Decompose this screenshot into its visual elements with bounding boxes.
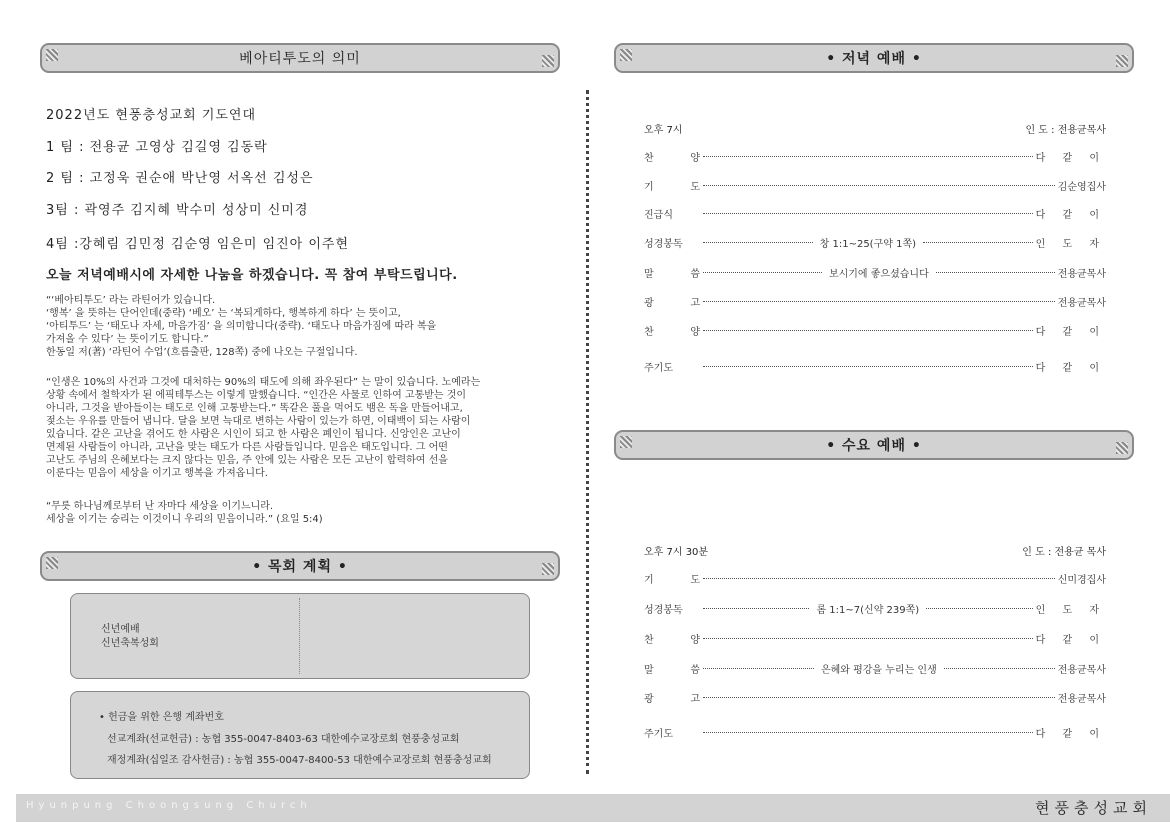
row-person: 다 같 이: [1035, 152, 1106, 164]
row-label: 찬 양: [644, 634, 700, 646]
dot-leader: [703, 213, 1033, 214]
row-person: 전용균목사: [1057, 664, 1107, 676]
row-label: 말 씀: [644, 268, 700, 280]
row-label: 광 고: [644, 297, 700, 309]
dot-leader: [703, 242, 813, 243]
wednesday-order-row: [644, 660, 1106, 676]
scripture-paragraph: [46, 500, 323, 526]
text-line: ‘행복’ 을 뜻하는 단어인데(중략) ‘베오’ 는 ‘복되게하다, 행복하게 하다’ 는 뜻이고,: [46, 308, 401, 319]
row-content: 롬 1:1~7(신약 239쪽): [816, 604, 920, 616]
text-line: 있습니다. 같은 고난을 겪어도 한 사람은 시인이 되고 한 사람은 폐인이 됩니다. 신앙인은 고난이: [46, 429, 461, 440]
text-line: 고난도 주님의 은혜보다는 크지 않다는 믿음, 주 안에 있는 사람은 모든 고난이 합력하여 선을: [46, 455, 448, 466]
corner-pattern-icon: [542, 563, 554, 575]
row-content: 보시기에 좋으셨습니다: [828, 268, 929, 280]
text-line: 한동일 저(著) ‘라틴어 수업’(흐름출판, 128쪽) 중에 나오는 구절입니다.: [46, 347, 358, 358]
evening-order-row: [644, 358, 1106, 374]
footer-bar: [16, 794, 1170, 822]
row-person: 신미경집사: [1057, 574, 1106, 586]
row-label: 기 도: [644, 574, 700, 586]
wednesday-time: 오후 7시 30분: [644, 547, 709, 558]
row-label: 성경봉독: [644, 238, 683, 250]
evening-order-row: [644, 148, 1106, 164]
team-2: 2 팀 : 고정욱 권순애 박난영 서옥선 김성은: [46, 171, 314, 186]
dot-leader: [703, 697, 1055, 698]
bank-box: [70, 691, 530, 779]
evening-order-row: [644, 234, 1106, 250]
team-4: 4팀 :강혜림 김민정 김순영 임은미 임진아 이주현: [46, 237, 350, 252]
plan-banner: [40, 551, 560, 581]
evening-order-row: [644, 293, 1106, 309]
plan-item: 신년예배: [101, 624, 140, 635]
wednesday-banner-title: • 수요 예배 •: [826, 438, 922, 454]
bank-account-mission: 선교계좌(선교헌금) : 농협 355-0047-8403-63 대한예수교장로회 현풍충성교회: [107, 734, 460, 745]
row-person: 다 같 이: [1035, 634, 1106, 646]
corner-pattern-icon: [1116, 55, 1128, 67]
text-line: 세상을 이기는 승리는 이것이니 우리의 믿음이니라.” (요일 5:4): [46, 514, 323, 525]
corner-pattern-icon: [46, 557, 58, 569]
text-line: “무릇 하나님께로부터 난 자마다 세상을 이기느니라.: [46, 501, 274, 512]
corner-pattern-icon: [1116, 442, 1128, 454]
announcement: 오늘 저녁예배시에 자세한 나눔을 하겠습니다. 꼭 참여 부탁드립니다.: [46, 268, 458, 283]
corner-pattern-icon: [542, 55, 554, 67]
corner-pattern-icon: [620, 436, 632, 448]
dot-leader: [703, 272, 822, 273]
dot-leader: [936, 272, 1055, 273]
dot-leader: [923, 242, 1033, 243]
text-line: 아니라, 그것을 받아들이는 태도로 인해 고통받는다.” 똑같은 풀을 먹어도 뱀은 독을 만들어내고,: [46, 403, 463, 414]
evening-order-row: [644, 264, 1106, 280]
dot-leader: [944, 668, 1055, 669]
row-label: 성경봉독: [644, 604, 683, 616]
dot-leader: [703, 301, 1055, 302]
row-content: 은혜와 평강을 누리는 인생: [820, 664, 937, 676]
evening-leader: 인 도 : 전용균목사: [1025, 125, 1106, 136]
dot-leader: [926, 608, 1032, 609]
dot-leader: [703, 578, 1055, 579]
wednesday-order-row: [644, 724, 1106, 740]
evening-banner-title: • 저녁 예배 •: [826, 51, 922, 67]
row-person: 전용균목사: [1057, 268, 1106, 280]
row-label: 주기도: [644, 362, 673, 374]
footer-church-english: Hyunpung Choongsung Church: [26, 800, 312, 811]
evening-time: 오후 7시: [644, 125, 683, 136]
dot-leader: [703, 732, 1033, 733]
wednesday-order-row: [644, 630, 1106, 646]
team-3: 3팀 : 곽영주 김지혜 박수미 성상미 신미경: [46, 203, 309, 218]
wednesday-leader: 인 도 : 전용균 목사: [1022, 547, 1106, 558]
text-line: “인생은 10%의 사건과 그것에 대처하는 90%의 태도에 의해 좌우된다” 는 말이 있습니다. 노예라는: [46, 377, 481, 388]
quote-paragraph: [46, 294, 436, 359]
row-label: 찬 양: [644, 326, 700, 338]
team-1: 1 팀 : 전용균 고영상 김길영 김동락: [46, 140, 268, 155]
plan-banner-title: • 목회 계획 •: [252, 559, 348, 575]
meaning-banner: [40, 43, 560, 73]
plan-divider: [299, 598, 300, 674]
row-person: 다 같 이: [1035, 362, 1106, 374]
corner-pattern-icon: [46, 49, 58, 61]
row-person: 전용균목사: [1057, 693, 1106, 705]
row-label: 진급식: [644, 209, 673, 221]
row-content: 창 1:1~25(구약 1쪽): [819, 238, 917, 250]
dot-leader: [703, 668, 814, 669]
plan-box: [70, 593, 530, 679]
evening-order-row: [644, 177, 1106, 193]
wednesday-order-row: [644, 689, 1106, 705]
row-person: 다 같 이: [1035, 209, 1106, 221]
dot-leader: [703, 330, 1033, 331]
corner-pattern-icon: [620, 49, 632, 61]
row-label: 찬 양: [644, 152, 700, 164]
text-line: 젖소는 우유를 만들어 냅니다. 달을 보면 늑대로 변하는 사람이 있는가 하면, 이태백이 되는 사람이: [46, 416, 471, 427]
row-person: 인 도 자: [1035, 238, 1106, 250]
row-label: 기 도: [644, 181, 700, 193]
dot-leader: [703, 638, 1033, 639]
footer-church-logo: 현풍충성교회: [1035, 799, 1152, 817]
text-line: 상황 속에서 철학자가 된 에픽테투스는 이렇게 말했습니다. “인간은 사물로 인하여 고통받는 것이: [46, 390, 467, 401]
wednesday-order-row: [644, 600, 1106, 616]
row-label: 주기도: [644, 728, 673, 740]
text-line: 면제된 사람들이 아니라, 고난을 맞는 태도가 다른 사람들입니다. 믿음은 태도입니다. 그 어떤: [46, 442, 448, 453]
row-person: 인 도 자: [1035, 604, 1107, 616]
bank-heading: • 헌금을 위한 은행 계좌번호: [99, 712, 224, 723]
attitude-paragraph: [46, 376, 480, 480]
dot-leader: [703, 185, 1055, 186]
dot-leader: [703, 608, 809, 609]
text-line: 가져올 수 있다’ 는 뜻이기도 합니다.”: [46, 334, 209, 345]
text-line: 이룬다는 믿음이 세상을 이기고 행복을 가져옵니다.: [46, 468, 268, 479]
dot-leader: [703, 366, 1033, 367]
row-person: 다 같 이: [1035, 728, 1106, 740]
text-line: ‘아티투드’ 는 ‘태도나 자세, 마음가짐’ 을 의미합니다(중략). ‘태도나 마음가짐에 따라 복을: [46, 321, 437, 332]
row-label: 광 고: [644, 693, 700, 705]
bank-account-finance: 재정계좌(십일조 감사헌금) : 농협 355-0047-8400-53 대한예수교장로회 현풍충성교회: [107, 755, 492, 766]
row-person: 전용균목사: [1057, 297, 1106, 309]
evening-order-row: [644, 205, 1106, 221]
meaning-banner-title: 베아티투도의 의미: [239, 51, 361, 67]
column-divider: [586, 90, 589, 774]
evening-banner: [614, 43, 1134, 73]
row-label: 말 씀: [644, 664, 700, 676]
dot-leader: [703, 156, 1033, 157]
plan-item: 신년축복성회: [101, 638, 159, 649]
wednesday-order-row: [644, 570, 1106, 586]
row-person: 김순영집사: [1057, 181, 1106, 193]
wednesday-banner: [614, 430, 1134, 460]
roster-title: 2022년도 현풍충성교회 기도연대: [46, 108, 257, 123]
evening-order-row: [644, 322, 1106, 338]
text-line: “‘베아티투도’ 라는 라틴어가 있습니다.: [46, 295, 216, 306]
row-person: 다 같 이: [1035, 326, 1106, 338]
